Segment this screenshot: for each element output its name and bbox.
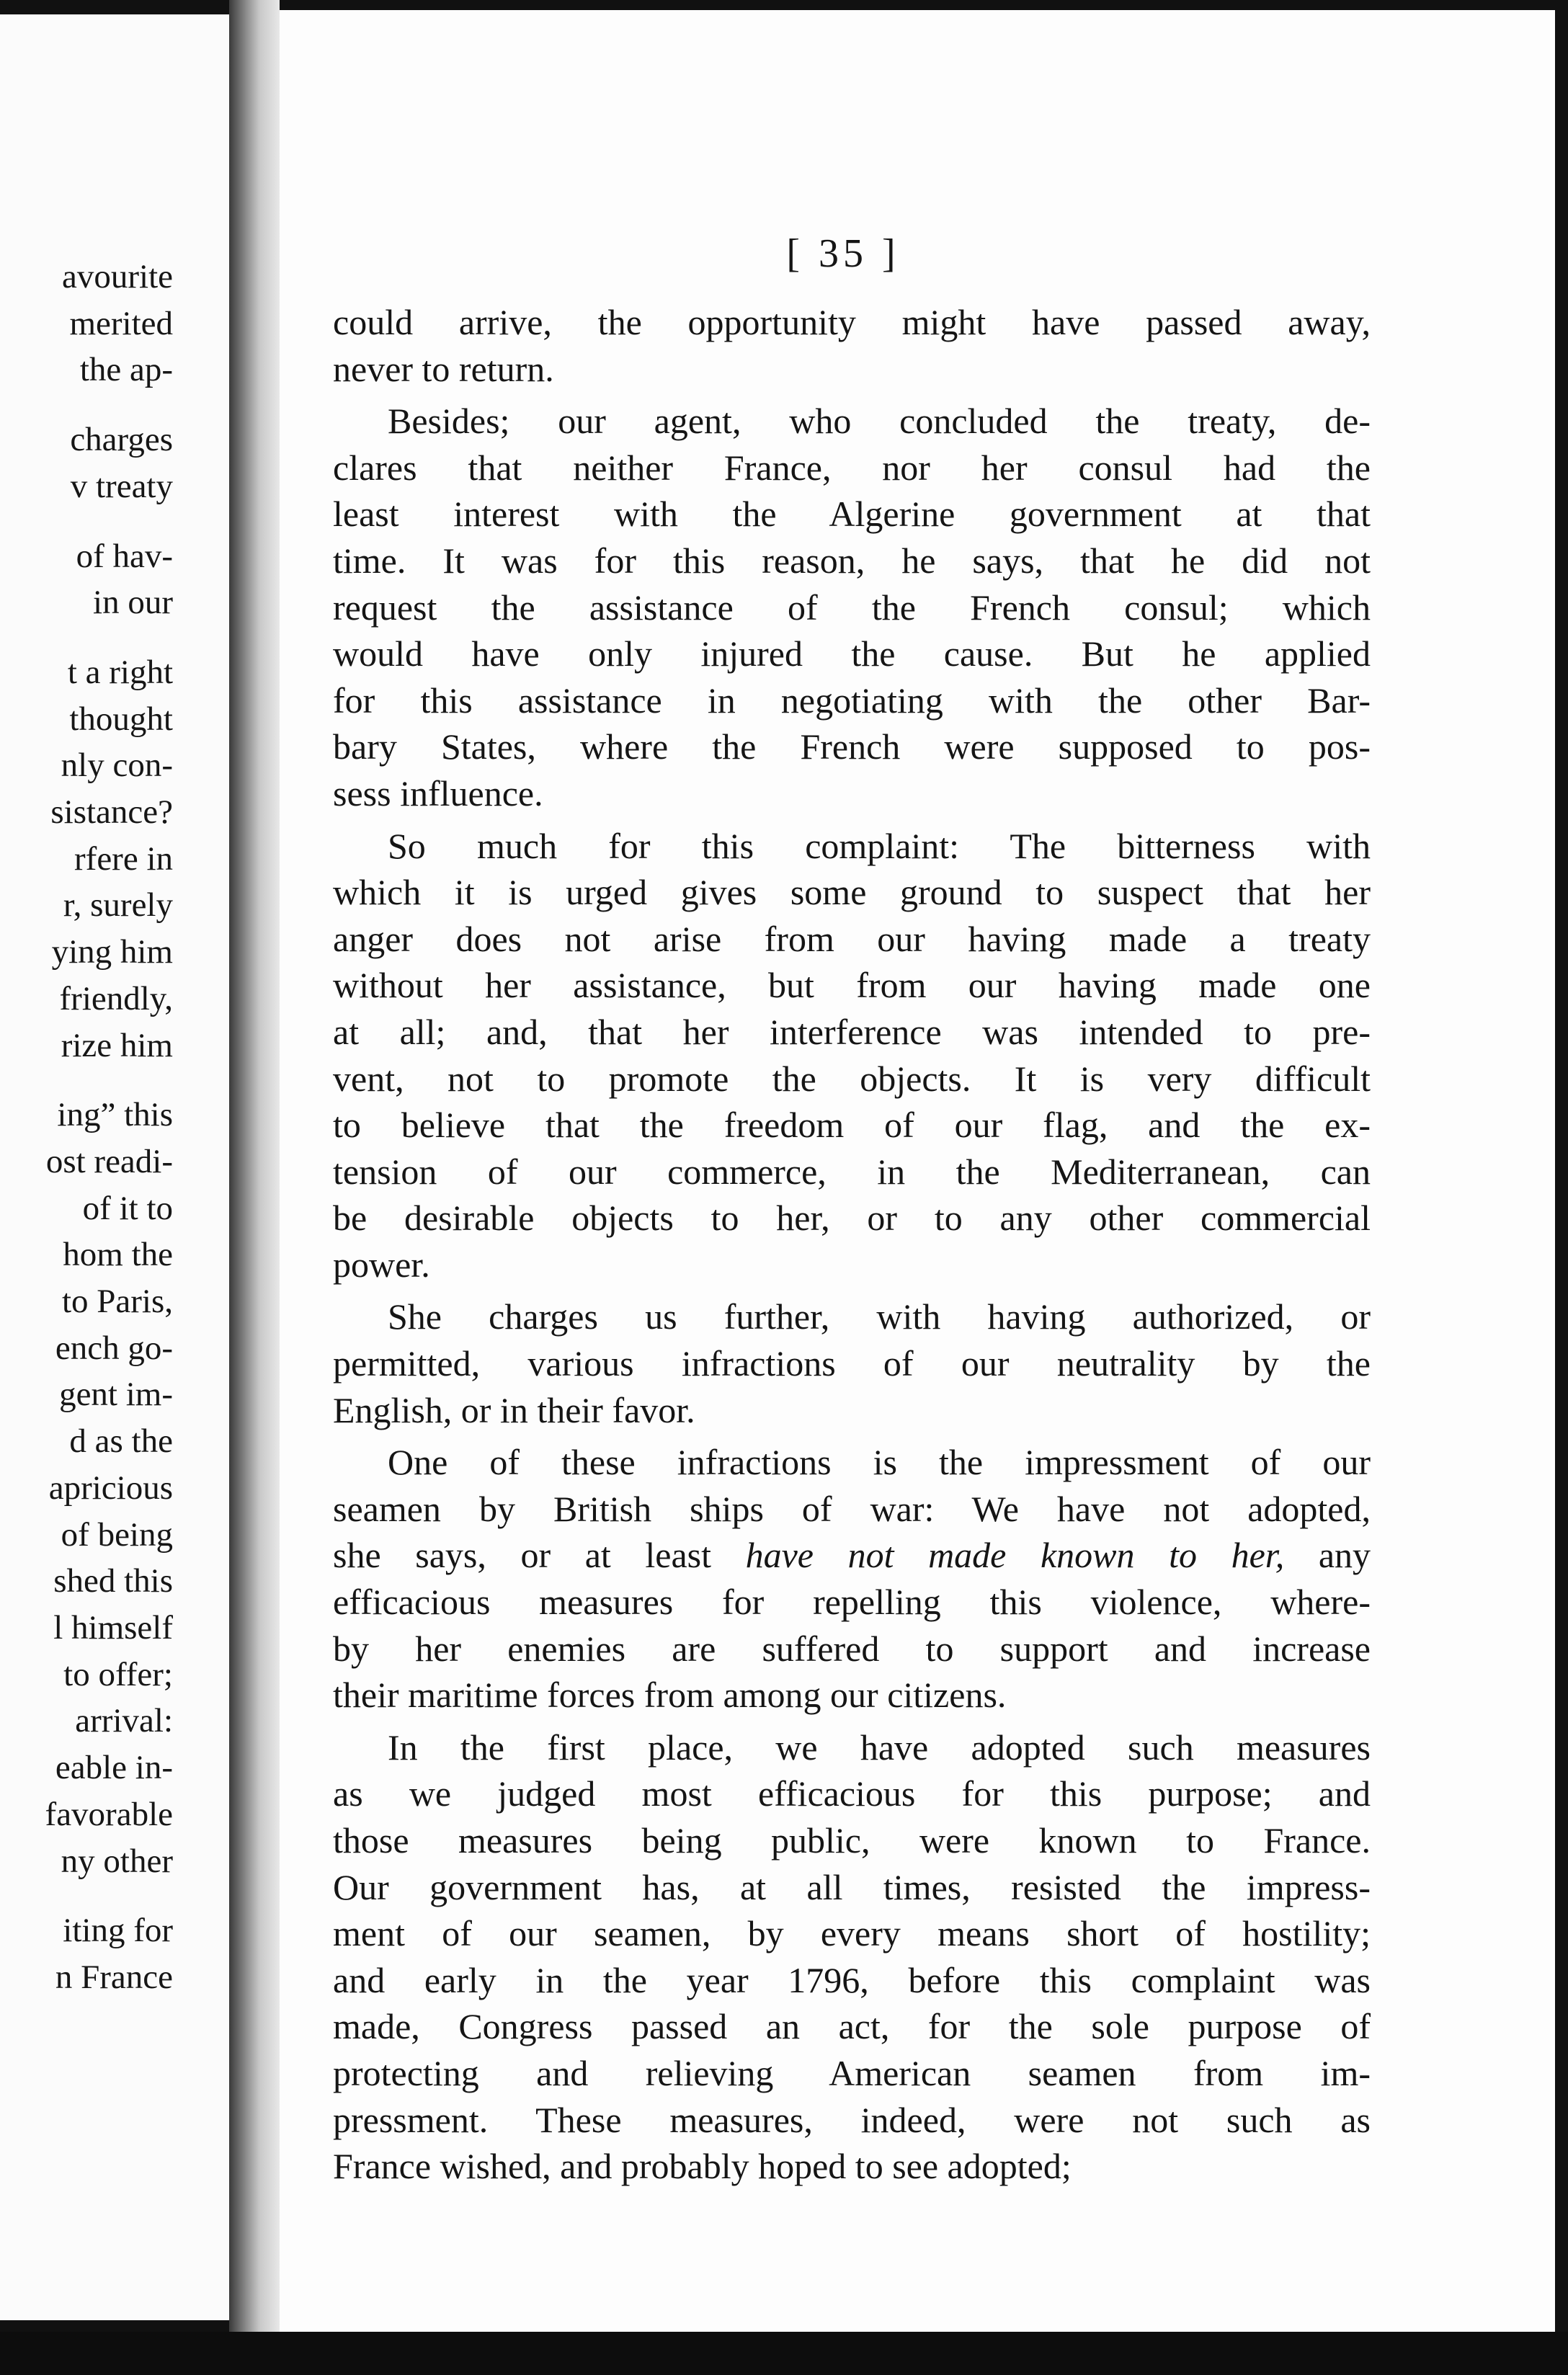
facing-page-line: ench go- (55, 1329, 173, 1367)
facing-page-line: gent im- (59, 1376, 173, 1414)
text-line: by her enemies are suffered to support and increase (333, 1628, 1371, 1669)
text-line: power. (333, 1244, 430, 1285)
facing-page-line: t a right (67, 653, 173, 691)
facing-page-line: n France (55, 1958, 173, 1996)
facing-page-text (0, 254, 173, 2001)
text-line: made, Congress passed an act, for the sole purpose of (333, 2006, 1371, 2047)
text-line: as we judged most efficacious for this purpose; and (333, 1773, 1371, 1814)
text-line: would have only injured the cause. But he applied (333, 633, 1371, 674)
facing-page-line: of hav- (76, 537, 173, 575)
text-line: efficacious measures for repelling this violence, where- (333, 1582, 1371, 1623)
text-run: she says, or at least (333, 1535, 746, 1576)
facing-page-line: merited (69, 304, 173, 342)
facing-page-line: to Paris, (61, 1283, 173, 1321)
paragraph (333, 1293, 1371, 1433)
facing-page-line: friendly, (59, 979, 173, 1017)
facing-page-line: thought (69, 700, 173, 738)
text-line: to believe that the freedom of our flag, and the ex- (333, 1105, 1371, 1146)
text-line: those measures being public, were known to France. (333, 1820, 1371, 1861)
text-line: without her assistance, but from our having made one (333, 965, 1371, 1006)
facing-page-line: l himself (53, 1608, 173, 1647)
paragraph (333, 1439, 1371, 1719)
paragraph (333, 1724, 1371, 2190)
facing-page-line: iting for (63, 1912, 173, 1950)
text-line: sess influence. (333, 772, 543, 814)
text-line: for this assistance in negotiating with the other Bar- (333, 679, 1371, 721)
text-line: vent, not to promote the objects. It is very difficult (333, 1058, 1371, 1099)
text-line: Besides; our agent, who concluded the treaty, de- (388, 401, 1371, 442)
facing-page-line: ing” this (57, 1096, 173, 1134)
paragraph (333, 299, 1371, 392)
facing-page-line: apricious (48, 1469, 173, 1507)
facing-page-line: sistance? (50, 793, 173, 832)
text-line: never to return. (333, 348, 554, 389)
text-line: be desirable objects to her, or to any other commercial (333, 1198, 1371, 1239)
facing-page-line: v treaty (70, 467, 173, 505)
text-line: could arrive, the opportunity might have passed away, (333, 302, 1371, 342)
text-line: So much for this complaint: The bitterness with (388, 825, 1371, 866)
text-line: One of these infractions is the impressment of our (388, 1442, 1371, 1483)
facing-page-line: ny other (61, 1842, 173, 1880)
text-line: Our government has, at all times, resisted the impress- (333, 1866, 1371, 1907)
facing-page-line: favorable (45, 1795, 173, 1833)
text-line: English, or in their favor. (333, 1389, 695, 1430)
facing-page-line: of it to (82, 1189, 173, 1227)
text-line: She charges us further, with having authorized, or (388, 1296, 1371, 1337)
facing-page-line: to offer; (63, 1655, 173, 1693)
facing-page-line: in our (93, 584, 173, 622)
facing-page-line: rize him (61, 1026, 173, 1064)
facing-page-line: rfere in (74, 839, 173, 878)
text-line: time. It was for this reason, he says, that he did not (333, 540, 1371, 581)
text-line: clares that neither France, nor her consul had the (333, 447, 1371, 488)
text-line: request the assistance of the French consul; which (333, 587, 1371, 628)
facing-page-line: avourite (62, 258, 173, 295)
text-line: France wished, and probably hoped to see adopted; (333, 2146, 1072, 2187)
facing-page-line: charges (70, 421, 173, 459)
text-line-with-emphasis (333, 1532, 1371, 1579)
page-body (333, 299, 1371, 2190)
italic-phrase: have not made known to her, (745, 1535, 1285, 1576)
facing-page-line: shed this (53, 1562, 173, 1600)
text-line: and early in the year 1796, before this complaint was (333, 1959, 1371, 2000)
text-line: protecting and relieving American seamen from im- (333, 2052, 1371, 2093)
text-line: ment of our seamen, by every means short of hostility; (333, 1913, 1371, 1954)
text-line: permitted, various infractions of our neutrality by the (333, 1343, 1371, 1384)
facing-page-line: the ap- (79, 351, 173, 389)
facing-page-line: ost readi- (45, 1142, 173, 1180)
paragraph (333, 823, 1371, 1288)
text-line: anger does not arise from our having made a treaty (333, 918, 1371, 959)
text-line: which it is urged gives some ground to suspect that her (333, 872, 1371, 913)
page-number: [ 35 ] (786, 231, 900, 276)
facing-page-line: hom the (63, 1236, 173, 1274)
text-line: pressment. These measures, indeed, were not such as (333, 2099, 1371, 2140)
facing-page-line: ying him (51, 933, 173, 971)
text-line: seamen by British ships of war: We have not adopted, (333, 1488, 1371, 1529)
text-line: at all; and, that her interference was intended to pre- (333, 1011, 1371, 1052)
facing-page-line: of being (61, 1515, 173, 1554)
text-line: least interest with the Algerine government at that (333, 494, 1371, 535)
text-line: In the first place, we have adopted such measures (388, 1726, 1371, 1768)
facing-page-line: r, surely (63, 886, 173, 924)
facing-page-line: eable in- (55, 1749, 173, 1787)
text-run: any (1284, 1535, 1371, 1576)
scan-border (0, 2332, 1568, 2375)
facing-page-line: arrival: (75, 1702, 173, 1740)
text-line: their maritime forces from among our citizens. (333, 1675, 1007, 1716)
paragraph (333, 398, 1371, 816)
book-gutter (229, 0, 280, 2375)
text-line: bary States, where the French were supposed to pos- (333, 726, 1371, 767)
text-line: tension of our commerce, in the Mediterranean, can (333, 1151, 1371, 1192)
facing-page-line: d as the (69, 1422, 173, 1461)
facing-page-line: nly con- (61, 747, 173, 785)
